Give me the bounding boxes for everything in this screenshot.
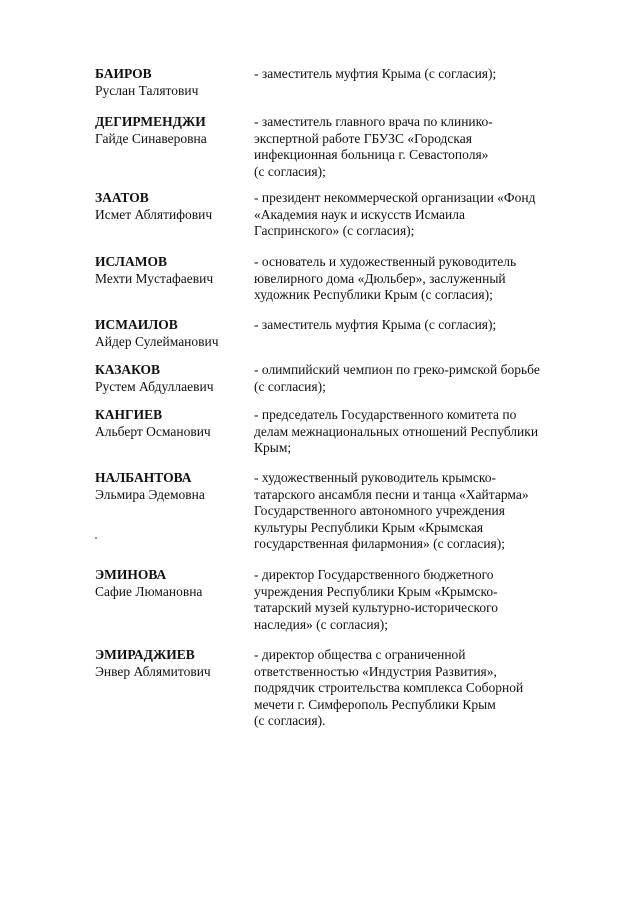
member-name xyxy=(95,190,245,223)
description-line: наследия» (с согласия); xyxy=(254,616,389,632)
description-line: государственная филармония» (с согласия); xyxy=(254,536,505,551)
description-line: художник Республики Крым (с согласия); xyxy=(254,287,493,302)
member-given-names: Руслан Талятович xyxy=(95,82,199,98)
member-given-names: Эльмира Эдемовна xyxy=(95,486,205,502)
member-surname: ЗААТОВ xyxy=(95,190,149,205)
member-name xyxy=(95,567,245,600)
member-role-description xyxy=(254,567,578,633)
description-line: - заместитель главного врача по клинико- xyxy=(254,114,493,129)
description-line: экспертной работе ГБУЗС «Городская xyxy=(254,130,472,146)
member-surname: НАЛБАНТОВА xyxy=(95,470,192,485)
member-name xyxy=(95,114,245,147)
member-name xyxy=(95,362,245,395)
member-surname: ЭМИНОВА xyxy=(95,567,167,582)
member-role-description xyxy=(254,470,578,553)
description-line: - олимпийский чемпион по греко-римской борьбе xyxy=(254,362,540,377)
description-line: - президент некоммерческой организации «Фонд xyxy=(254,190,536,205)
description-line: (с согласия); xyxy=(254,163,326,179)
description-line: (с согласия). xyxy=(254,713,326,728)
member-given-names: Мехти Мустафаевич xyxy=(95,270,214,286)
description-line: Крым; xyxy=(254,440,292,455)
description-line: делам межнациональных отношений Республики xyxy=(254,423,539,439)
member-given-names: Альберт Османович xyxy=(95,423,211,439)
description-line: - директор общества с ограниченной xyxy=(254,647,466,662)
member-surname: ЭМИРАДЖИЕВ xyxy=(95,647,195,662)
description-line: - заместитель муфтия Крыма (с согласия); xyxy=(254,66,497,81)
description-line: - заместитель муфтия Крыма (с согласия); xyxy=(254,317,497,332)
member-given-names: Гайде Синаверовна xyxy=(95,130,207,146)
member-surname: ДЕГИРМЕНДЖИ xyxy=(95,114,206,129)
member-surname: КАНГИЕВ xyxy=(95,407,163,422)
member-name xyxy=(95,647,245,680)
member-name xyxy=(95,254,245,287)
description-line: подрядчик строительства комплекса Соборной xyxy=(254,680,524,695)
description-line: инфекционная больница г. Севастополя» xyxy=(254,147,489,162)
member-surname: БАИРОВ xyxy=(95,66,152,81)
member-given-names: Рустем Абдуллаевич xyxy=(95,378,214,394)
description-line: Гаспринского» (с согласия); xyxy=(254,223,415,238)
description-line: татарского ансамбля песни и танца «Хайтарма» xyxy=(254,486,529,502)
member-name xyxy=(95,470,245,503)
description-line: татарский музей культурно-исторического xyxy=(254,600,499,615)
member-surname: ИСЛАМОВ xyxy=(95,254,167,269)
description-line: - директор Государственного бюджетного xyxy=(254,567,494,582)
member-role-description xyxy=(254,114,578,180)
description-line: Государственного автономного учреждения xyxy=(254,503,505,518)
member-role-description xyxy=(254,647,578,730)
member-role-description xyxy=(254,190,578,240)
member-name xyxy=(95,407,245,440)
description-line: ювелирного дома «Дюльбер», заслуженный xyxy=(254,270,506,286)
member-given-names: Исмет Аблятифович xyxy=(95,206,213,222)
description-line: (с согласия); xyxy=(254,378,326,394)
member-role-description xyxy=(254,66,578,83)
member-role-description xyxy=(254,362,578,395)
description-line: - основатель и художественный руководитель xyxy=(254,254,517,269)
member-given-names: Энвер Аблямитович xyxy=(95,663,211,679)
description-line: культуры Республики Крым «Крымская xyxy=(254,519,484,535)
member-name xyxy=(95,317,245,350)
description-line: мечети г. Симферополь Республики Крым xyxy=(254,696,496,712)
member-given-names: Сафие Люмановна xyxy=(95,583,203,599)
member-role-description xyxy=(254,407,578,457)
description-line: - художественный руководитель крымско- xyxy=(254,470,496,485)
description-line: «Академия наук и искусств Исмаила xyxy=(254,206,465,222)
description-line: - председатель Государственного комитета по xyxy=(254,407,517,422)
member-surname: КАЗАКОВ xyxy=(95,362,161,377)
member-given-names: Айдер Сулейманович xyxy=(95,333,219,349)
description-line: учреждения Республики Крым «Крымско- xyxy=(254,583,498,599)
member-role-description xyxy=(254,317,578,334)
description-line: ответственностью «Индустрия Развития», xyxy=(254,663,497,679)
member-surname: ИСМАИЛОВ xyxy=(95,317,178,332)
member-name xyxy=(95,66,245,99)
member-role-description xyxy=(254,254,578,304)
scan-speck xyxy=(95,537,97,539)
